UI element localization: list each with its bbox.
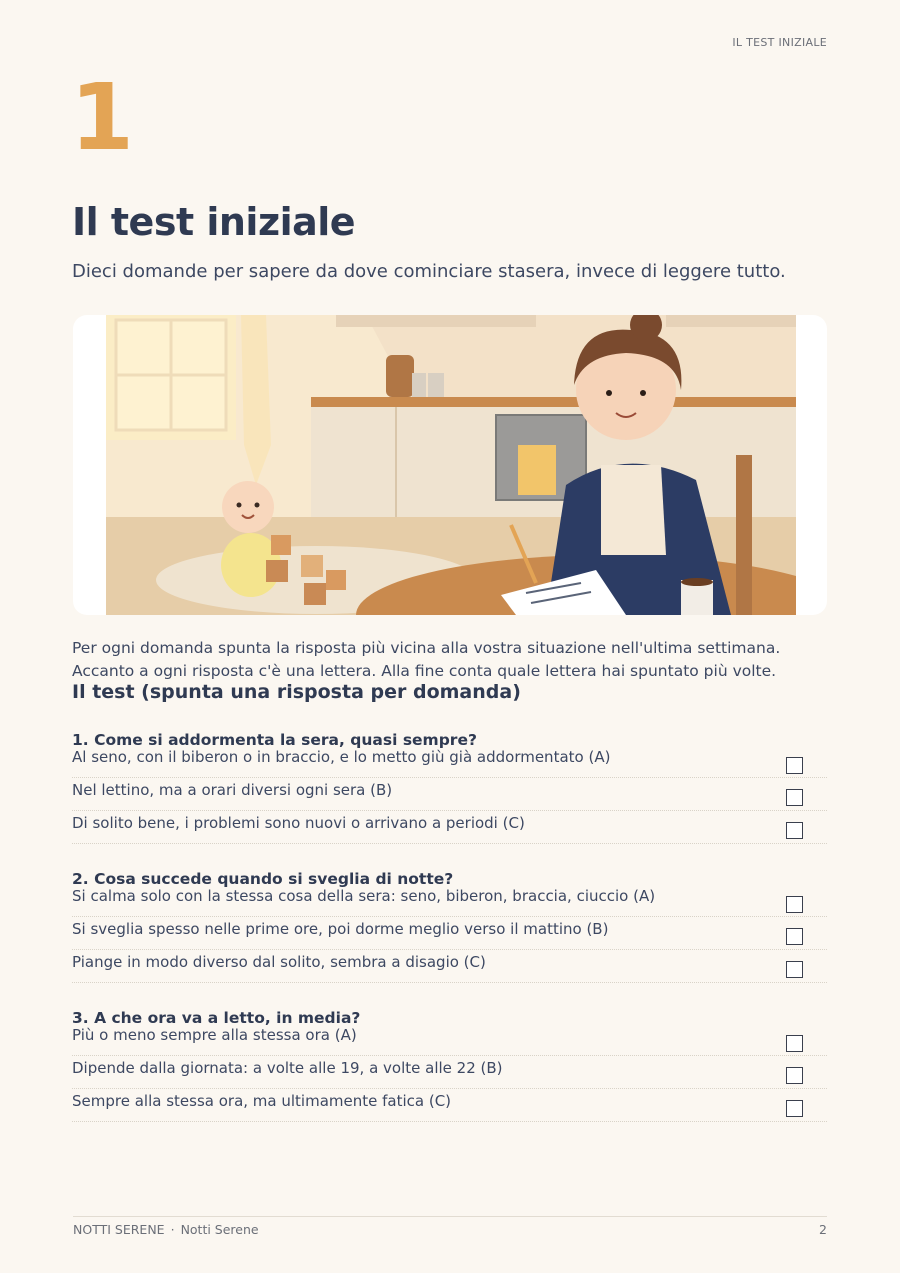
answer-label: Dipende dalla giornata: a volte alle 19, a volte alle 22 (B) [72, 1059, 503, 1077]
mother-baby-kitchen-picture [106, 315, 796, 615]
answer-checkbox[interactable] [786, 896, 803, 913]
footer-text [73, 1222, 259, 1237]
question-list [72, 730, 827, 1147]
question-title: 1. Come si addormenta la sera, quasi sempre? [72, 731, 477, 749]
chapter-number: 1 [70, 64, 135, 171]
answer-checkbox[interactable] [786, 1100, 803, 1117]
question-2 [72, 869, 827, 983]
chapter-title: Il test iniziale [72, 200, 356, 244]
answer-checkbox[interactable] [786, 928, 803, 945]
answer-option[interactable] [72, 1089, 827, 1122]
answer-option[interactable] [72, 811, 827, 844]
answer-option[interactable] [72, 778, 827, 811]
answer-option[interactable] [72, 950, 827, 983]
answer-checkbox[interactable] [786, 1035, 803, 1052]
page-number: 2 [819, 1222, 827, 1237]
answer-label: Al seno, con il biberon o in braccio, e lo metto giù già addormentato (A) [72, 748, 611, 766]
running-header: IL TEST INIZIALE [732, 36, 827, 49]
answer-option[interactable] [72, 1056, 827, 1089]
answer-option[interactable] [72, 889, 827, 917]
footer-separator: · [170, 1222, 175, 1237]
answer-label: Più o meno sempre alla stessa ora (A) [72, 1026, 357, 1044]
answer-option[interactable] [72, 1028, 827, 1056]
question-1 [72, 730, 827, 844]
instructions-line-2: Accanto a ogni risposta c'è una lettera. Alla fine conta quale lettera hai spuntato più volte. [72, 662, 777, 680]
answer-label: Si sveglia spesso nelle prime ore, poi dorme meglio verso il mattino (B) [72, 920, 609, 938]
answer-label: Sempre alla stessa ora, ma ultimamente fatica (C) [72, 1092, 452, 1110]
chapter-subtitle: Dieci domande per sapere da dove cominciare stasera, invece di leggere tutto. [72, 261, 786, 282]
answer-checkbox[interactable] [786, 757, 803, 774]
test-heading: Il test (spunta una risposta per domanda) [72, 681, 521, 703]
footer-title: Notti Serene [180, 1222, 259, 1237]
kitchen-illustration [73, 315, 827, 615]
footer-brand: NOTTI SERENE [73, 1222, 165, 1237]
instructions [72, 637, 832, 683]
answer-checkbox[interactable] [786, 789, 803, 806]
answer-label: Piange in modo diverso dal solito, sembra a disagio (C) [72, 953, 486, 971]
question-3 [72, 1008, 827, 1122]
answer-label: Nel lettino, ma a orari diversi ogni sera (B) [72, 781, 393, 799]
footer-divider [73, 1216, 827, 1217]
answer-option[interactable] [72, 917, 827, 950]
answer-label: Di solito bene, i problemi sono nuovi o arrivano a periodi (C) [72, 814, 525, 832]
instructions-line-1: Per ogni domanda spunta la risposta più vicina alla vostra situazione nell'ultima settimana. [72, 639, 781, 657]
answer-checkbox[interactable] [786, 822, 803, 839]
answer-label: Si calma solo con la stessa cosa della sera: seno, biberon, braccia, ciuccio (A) [72, 887, 656, 905]
answer-checkbox[interactable] [786, 1067, 803, 1084]
question-title: 3. A che ora va a letto, in media? [72, 1009, 361, 1027]
question-title: 2. Cosa succede quando si sveglia di notte? [72, 870, 454, 888]
answer-checkbox[interactable] [786, 961, 803, 978]
answer-option[interactable] [72, 750, 827, 778]
